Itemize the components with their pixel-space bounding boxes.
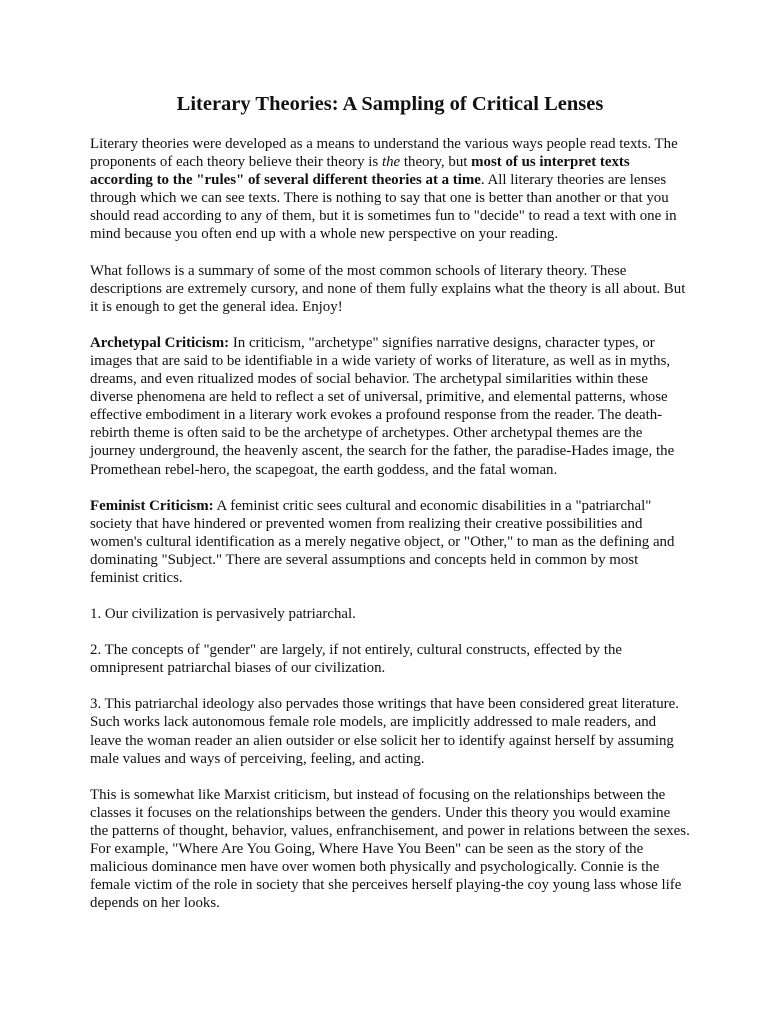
- feminist-point-1: 1. Our civilization is pervasively patriarchal.: [90, 606, 356, 623]
- feminist-body: A feminist critic sees cultural and economic disabilities in a "patriarchal" society that have hindered or prevented women from realizing their creative possibilities and women's cultural identification as a merely negative object, or "Other," to man as the defining and dominating "Subject." There are several assumptions and concepts held in common by most feminist critics.: [90, 497, 675, 586]
- archetypal-section: [90, 334, 690, 479]
- archetypal-heading: Archetypal Criticism:: [90, 334, 230, 351]
- intro-paragraph: [90, 135, 690, 244]
- feminist-point-2: 2. The concepts of "gender" are largely, if not entirely, cultural constructs, effected by the omnipresent patriarchal biases of our civilization.: [90, 642, 623, 677]
- intro-bold-statement: most of us interpret texts according to the "rules" of several different theories at a time: [90, 154, 630, 189]
- intro-text-1: Literary theories were developed as a means to understand the various ways people read texts. The proponents of each theory believe their theory is: [90, 136, 678, 171]
- feminist-heading: Feminist Criticism:: [90, 497, 214, 514]
- document-page: [90, 92, 690, 930]
- intro-text-3: . All literary theories are lenses through which we can see texts. There is nothing to say that one is better than another or that you should read according to any of them, but it is sometimes fun to "decide" to read a text with one in mind because you often end up with a whole new perspective on your reading.: [90, 172, 677, 243]
- page-title: Literary Theories: A Sampling of Critical Lenses: [176, 93, 604, 115]
- summary-paragraph: What follows is a summary of some of the most common schools of literary theory. These descriptions are extremely cursory, and none of them fully explains what the theory is all about. But it is enough to get the general idea. Enjoy!: [90, 262, 686, 315]
- marxist-comparison-paragraph: This is somewhat like Marxist criticism, but instead of focusing on the relationships between the classes it focuses on the relationships between the genders. Under this theory you would examine the patterns of thought, behavior, values, enfranchisement, and power in relations between the sexes. For example, "Where Are You Going, Where Have You Been" can be seen as the story of the malicious dominance men have over women both physically and psychologically. Connie is the female victim of the role in society that she perceives herself playing-the coy young lass whose life depends on her looks.: [90, 786, 690, 912]
- feminist-section: [90, 497, 690, 587]
- feminist-point-3: 3. This patriarchal ideology also pervades those writings that have been considered great literature. Such works lack autonomous female role models, are implicitly addressed to male readers, and leave the woman reader an alien outsider or else solicit her to identify against herself by assuming male values and ways of perceiving, feeling, and acting.: [90, 696, 679, 767]
- intro-emphasis: the: [381, 154, 401, 171]
- intro-text-2: theory, but: [400, 154, 472, 171]
- archetypal-body: In criticism, "archetype" signifies narrative designs, character types, or images that are said to be identifiable in a wide variety of works of literature, as well as in myths, dreams, and even ritualized modes of social behavior. The archetypal similarities within these diverse phenomena are held to reflect a set of universal, primitive, and elemental patterns, whose effective embodiment in a literary work evokes a profound response from the reader. The death-rebirth theme is often said to be the archetype of archetypes. Other archetypal themes are the journey underground, the heavenly ascent, the search for the father, the paradise-Hades image, the Promethean rebel-hero, the scapegoat, the earth goddess, and the fatal woman.: [90, 334, 675, 478]
